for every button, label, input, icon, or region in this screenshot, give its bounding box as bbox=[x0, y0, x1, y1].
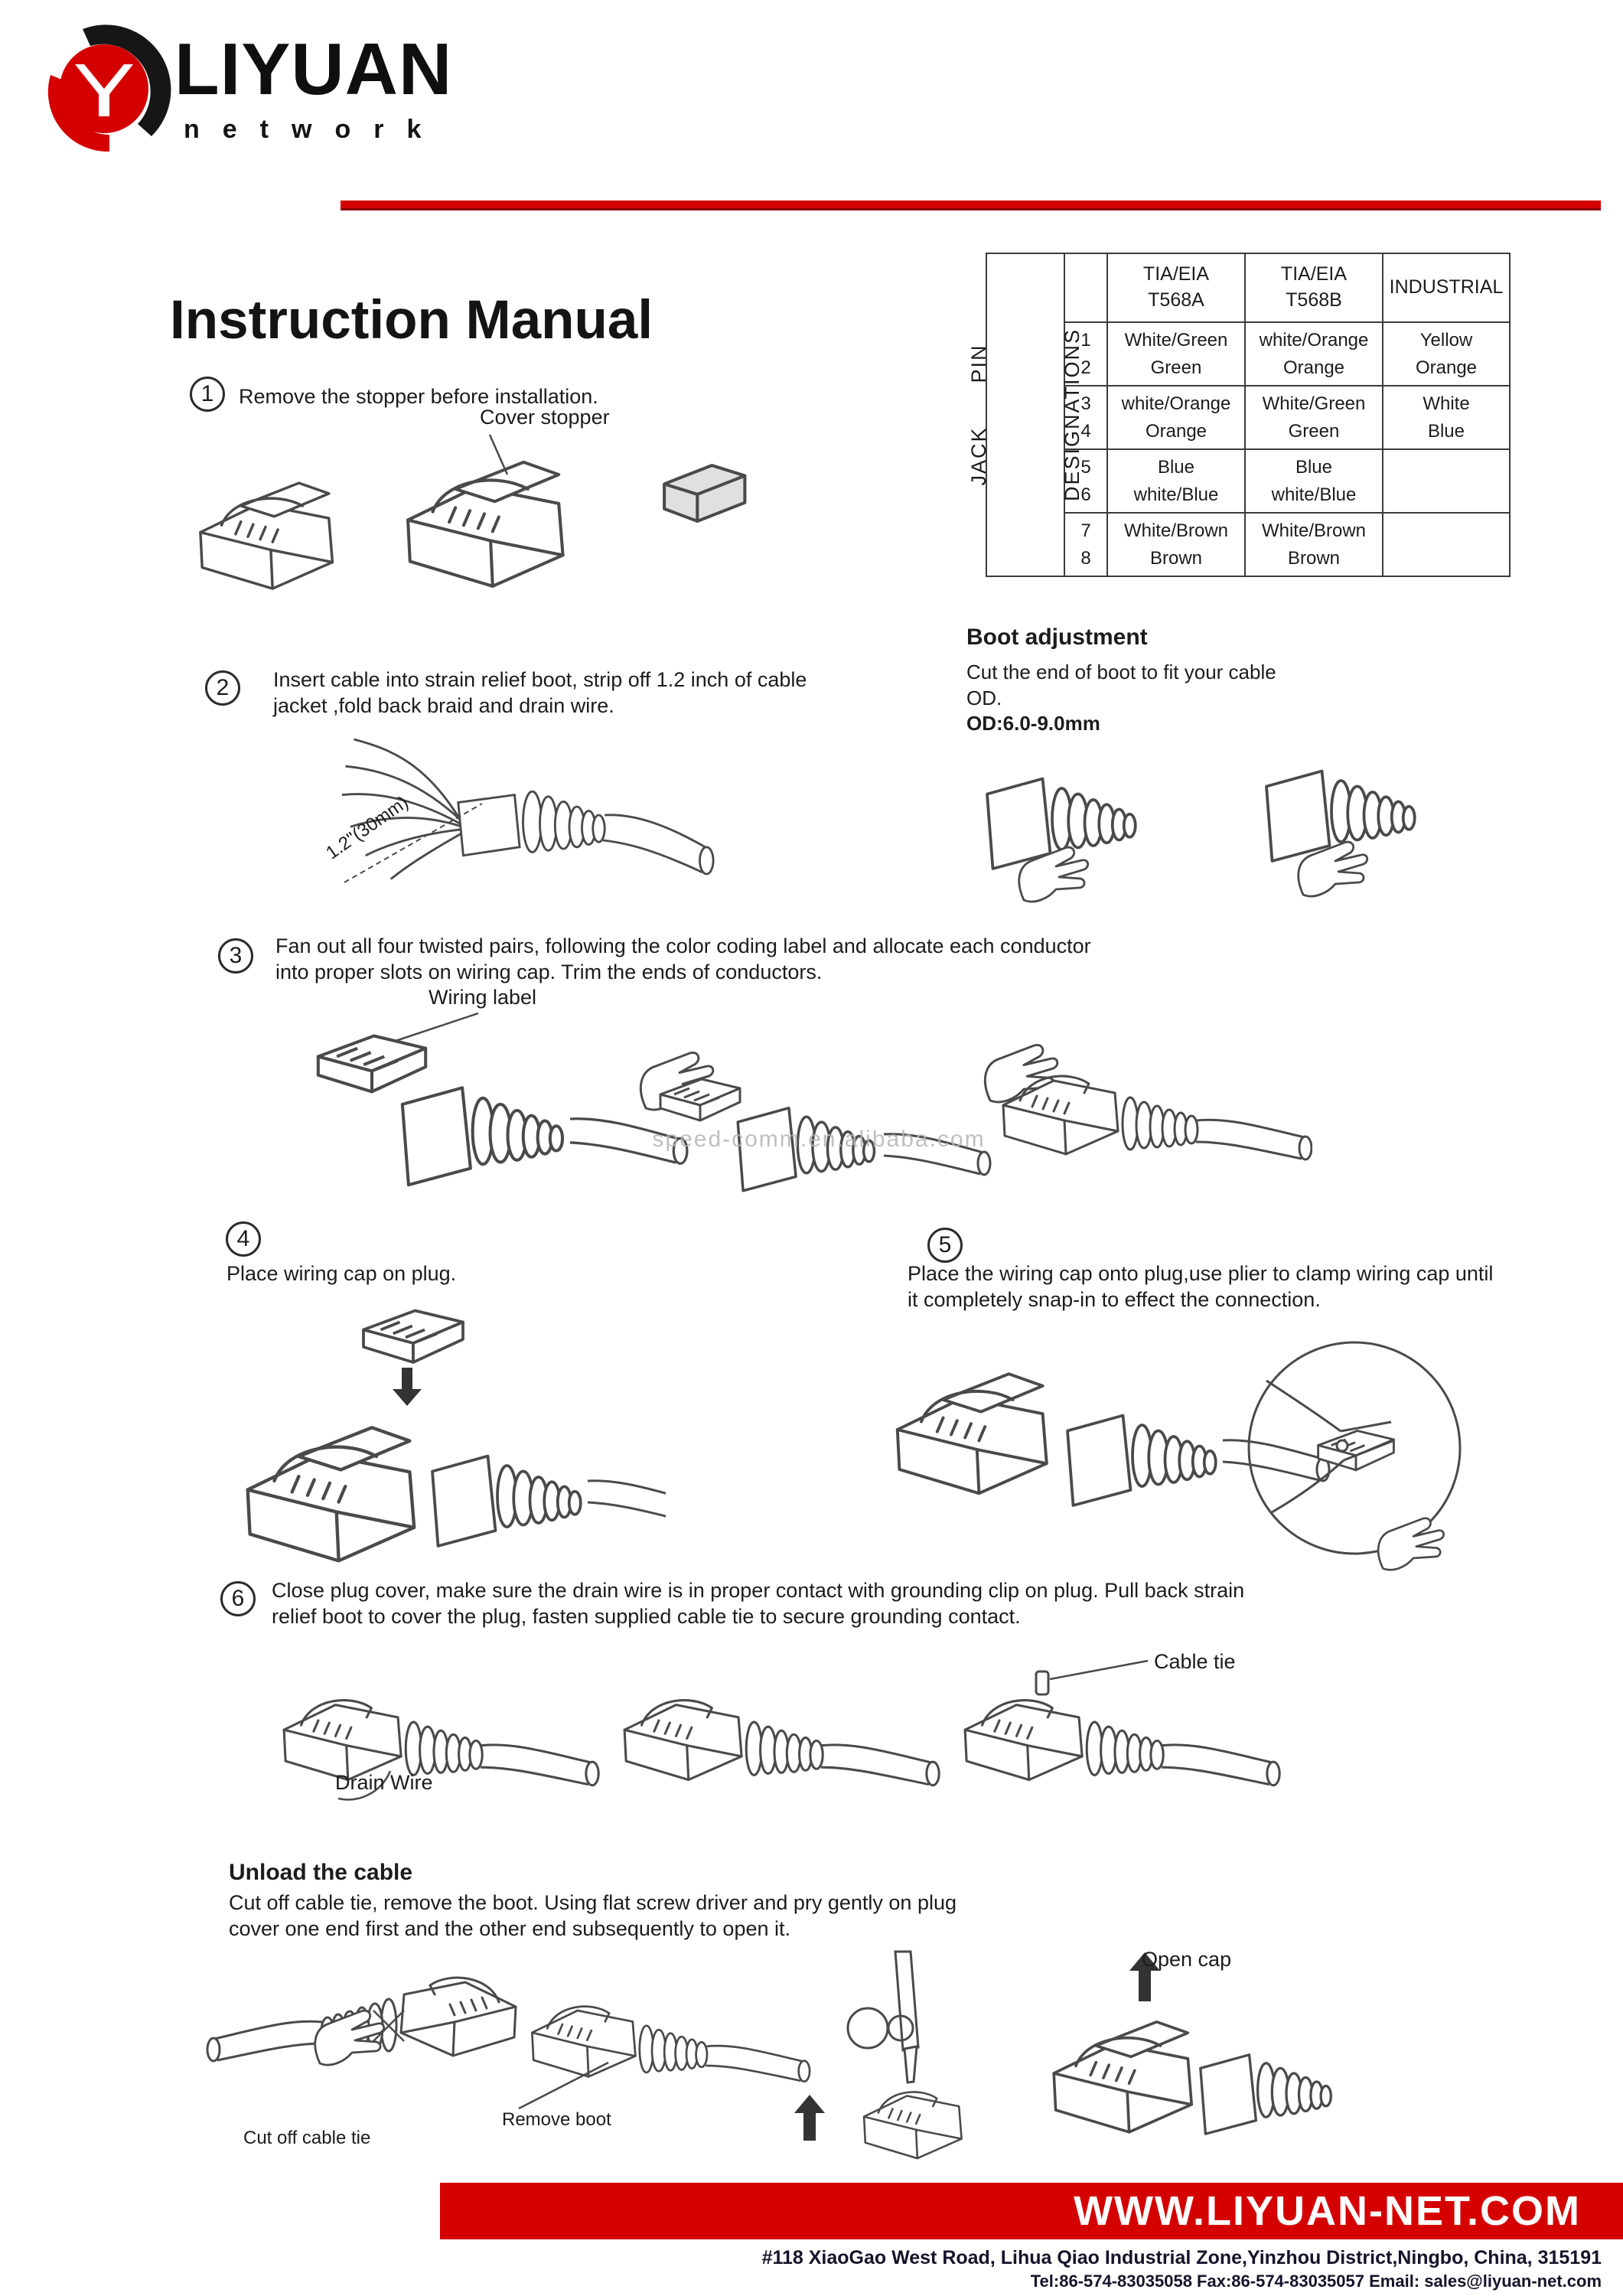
side-label-line1: JACK PIN bbox=[967, 344, 990, 486]
cell-t568b: White/Brown Brown bbox=[1245, 513, 1383, 576]
drain-wire-label: Drain Wire bbox=[335, 1771, 433, 1794]
step-3-illustration bbox=[272, 1012, 1312, 1230]
remove-boot-label: Remove boot bbox=[502, 2109, 611, 2130]
step-6-text: Close plug cover, make sure the drain wire is in proper contact with grounding clip on plug. Pull back strain relief boot to cover the plug, fasten supplied cable tie to secure grounding contact. bbox=[272, 1579, 1245, 1628]
pin-numbers: 3 4 bbox=[1064, 386, 1107, 449]
column-header-industrial: INDUSTRIAL bbox=[1383, 253, 1510, 322]
cell-t568a: white/Orange Orange bbox=[1107, 386, 1245, 449]
step-1-illustration bbox=[180, 429, 761, 624]
jack-pin-designations-label bbox=[901, 328, 1149, 501]
header-rule bbox=[341, 201, 1601, 210]
footer-bar bbox=[440, 2183, 1623, 2239]
wiring-label-caption: Wiring label bbox=[429, 986, 537, 1009]
step-4-number: 4 bbox=[226, 1221, 261, 1257]
table-header-row bbox=[986, 253, 1510, 322]
cut-off-cable-tie-label: Cut off cable tie bbox=[243, 2128, 371, 2148]
open-cap-label: Open cap bbox=[1142, 1948, 1232, 1971]
liyuan-logo bbox=[37, 21, 174, 163]
step-3-number: 3 bbox=[218, 938, 253, 974]
unload-text: Cut off cable tie, remove the boot. Using flat screw driver and pry gently on plug cover one end first and the other end subsequently to open it. bbox=[229, 1891, 957, 1940]
cable-strip-dimension-label: 1.2"(30mm) bbox=[322, 791, 412, 864]
column-header-t568a: TIA/EIA T568A bbox=[1107, 253, 1245, 322]
cell-industrial: Yellow Orange bbox=[1383, 322, 1510, 386]
step-2-number: 2 bbox=[205, 670, 240, 706]
footer-website: WWW.LIYUAN-NET.COM bbox=[1074, 2188, 1581, 2234]
table-side-label-cell bbox=[967, 253, 1084, 576]
brand-name: LIYUAN bbox=[174, 28, 453, 110]
cell-t568b: white/Orange Orange bbox=[1245, 322, 1383, 386]
boot-adjustment-illustration bbox=[968, 739, 1488, 911]
step-1-number: 1 bbox=[190, 377, 225, 412]
step-3-text: Fan out all four twisted pairs, following the color coding label and allocate each conductor into proper slots on wiring cap. Trim the ends of conductors. bbox=[275, 934, 1091, 983]
footer-contact: Tel:86-574-83035058 Fax:86-574-83035057 Email: sales@liyuan-net.com bbox=[1030, 2272, 1602, 2291]
step-2-text: Insert cable into strain relief boot, strip off 1.2 inch of cable jacket ,fold back braid and drain wire. bbox=[273, 668, 807, 717]
footer-address: #118 XiaoGao West Road, Lihua Qiao Industrial Zone,Yinzhou District,Ningbo, China, 315191 bbox=[761, 2247, 1602, 2268]
column-header-t568b: TIA/EIA T568B bbox=[1245, 253, 1383, 322]
step-5-number: 5 bbox=[927, 1228, 963, 1263]
side-label-line2: DESIGNATIONS bbox=[1060, 328, 1084, 502]
cable-tie-label: Cable tie bbox=[1154, 1650, 1236, 1673]
pin-numbers: 1 2 bbox=[1064, 322, 1107, 386]
cell-industrial: White Blue bbox=[1383, 386, 1510, 449]
step-5-text: Place the wiring cap onto plug,use plier to clamp wiring cap until it completely snap-in to effect the connection. bbox=[908, 1262, 1494, 1311]
cell-t568b: Blue white/Blue bbox=[1245, 449, 1383, 513]
liyuan-logo-icon bbox=[37, 21, 174, 159]
brand-subtitle: network bbox=[184, 115, 445, 144]
step-1-text: Remove the stopper before installation. bbox=[239, 385, 598, 408]
step-6-number: 6 bbox=[220, 1581, 256, 1616]
pin-column-header bbox=[1064, 253, 1107, 322]
boot-adjustment-title: Boot adjustment bbox=[966, 625, 1148, 650]
cell-t568a: White/Brown Brown bbox=[1107, 513, 1245, 576]
cell-industrial bbox=[1383, 513, 1510, 576]
watermark-text: speed-comm.en.alibaba.com bbox=[652, 1127, 986, 1152]
step-4-illustration bbox=[230, 1297, 666, 1580]
pin-numbers: 7 8 bbox=[1064, 513, 1107, 576]
pin-numbers: 5 6 bbox=[1064, 449, 1107, 513]
step-5-illustration bbox=[880, 1310, 1484, 1586]
boot-adjustment-od: OD:6.0-9.0mm bbox=[966, 712, 1100, 735]
cover-stopper-label: Cover stopper bbox=[480, 406, 610, 429]
cell-t568a: Blue white/Blue bbox=[1107, 449, 1245, 513]
cell-industrial bbox=[1383, 449, 1510, 513]
cell-t568b: White/Green Green bbox=[1245, 386, 1383, 449]
table-row-pins-7-8 bbox=[986, 513, 1510, 576]
cell-t568a: White/Green Green bbox=[1107, 322, 1245, 386]
boot-adjustment-text: Cut the end of boot to fit your cable OD. bbox=[966, 660, 1276, 709]
page-title: Instruction Manual bbox=[170, 290, 653, 351]
unload-title: Unload the cable bbox=[229, 1860, 413, 1885]
step-4-text: Place wiring cap on plug. bbox=[227, 1262, 457, 1285]
pin-designation-table bbox=[967, 253, 1511, 577]
